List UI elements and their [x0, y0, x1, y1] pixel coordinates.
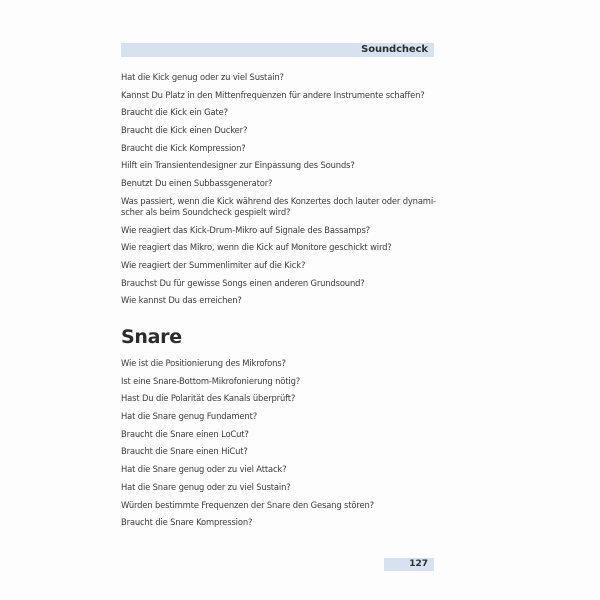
list-item: Benutzt Du einen Subbassgenerator?	[121, 178, 273, 189]
list-item: Braucht die Snare einen LoCut?	[121, 428, 249, 439]
list-item: Wie reagiert das Kick-Drum-Mikro auf Signale des Bassamps?	[121, 224, 370, 235]
list-item: Hat die Snare genug Fundament?	[121, 411, 257, 422]
running-header-title: Soundcheck	[361, 44, 428, 55]
list-item: Hat die Snare genug oder zu viel Sustain?	[121, 481, 291, 492]
list-item: Kannst Du Platz in den Mittenfrequenzen für andere Instrumente schaffen?	[121, 89, 425, 100]
list-item: Hast Du die Polarität des Kanals überprüft?	[121, 393, 296, 404]
list-item: Braucht die Snare Kompression?	[121, 517, 253, 528]
list-item: Braucht die Kick Kompression?	[121, 142, 246, 153]
list-item: Wie kannst Du das erreichen?	[121, 295, 242, 306]
list-item: Würden bestimmte Frequenzen der Snare den Gesang stören?	[121, 499, 374, 510]
section-heading-snare: Snare	[121, 326, 182, 348]
list-item: Was passiert, wenn die Kick während des Konzertes doch lauter oder dynami-scher als beim Soundcheck gespielt wird?	[121, 195, 436, 217]
kick-question-list	[121, 72, 441, 313]
list-item: Wie reagiert der Summenlimiter auf die Kick?	[121, 259, 306, 270]
list-item: Hilft ein Transientendesigner zur Einpassung des Sounds?	[121, 160, 355, 171]
list-item: Wie reagiert das Mikro, wenn die Kick auf Monitore geschickt wird?	[121, 242, 392, 253]
page-number: 127	[409, 559, 428, 569]
list-item: Ist eine Snare-Bottom-Mikrofonierung nötig?	[121, 375, 301, 386]
list-item: Braucht die Kick einen Ducker?	[121, 125, 248, 136]
list-item: Braucht die Kick ein Gate?	[121, 107, 228, 118]
list-item: Braucht die Snare einen HiCut?	[121, 446, 248, 457]
list-item: Wie ist die Positionierung des Mikrofons?	[121, 358, 286, 368]
snare-question-list	[121, 358, 441, 535]
running-header	[121, 43, 434, 57]
page-number-box	[384, 558, 434, 571]
list-item: Hat die Kick genug oder zu viel Sustain?	[121, 72, 284, 82]
list-item: Hat die Snare genug oder zu viel Attack?	[121, 464, 287, 475]
list-item: Brauchst Du für gewisse Songs einen anderen Grundsound?	[121, 277, 365, 288]
